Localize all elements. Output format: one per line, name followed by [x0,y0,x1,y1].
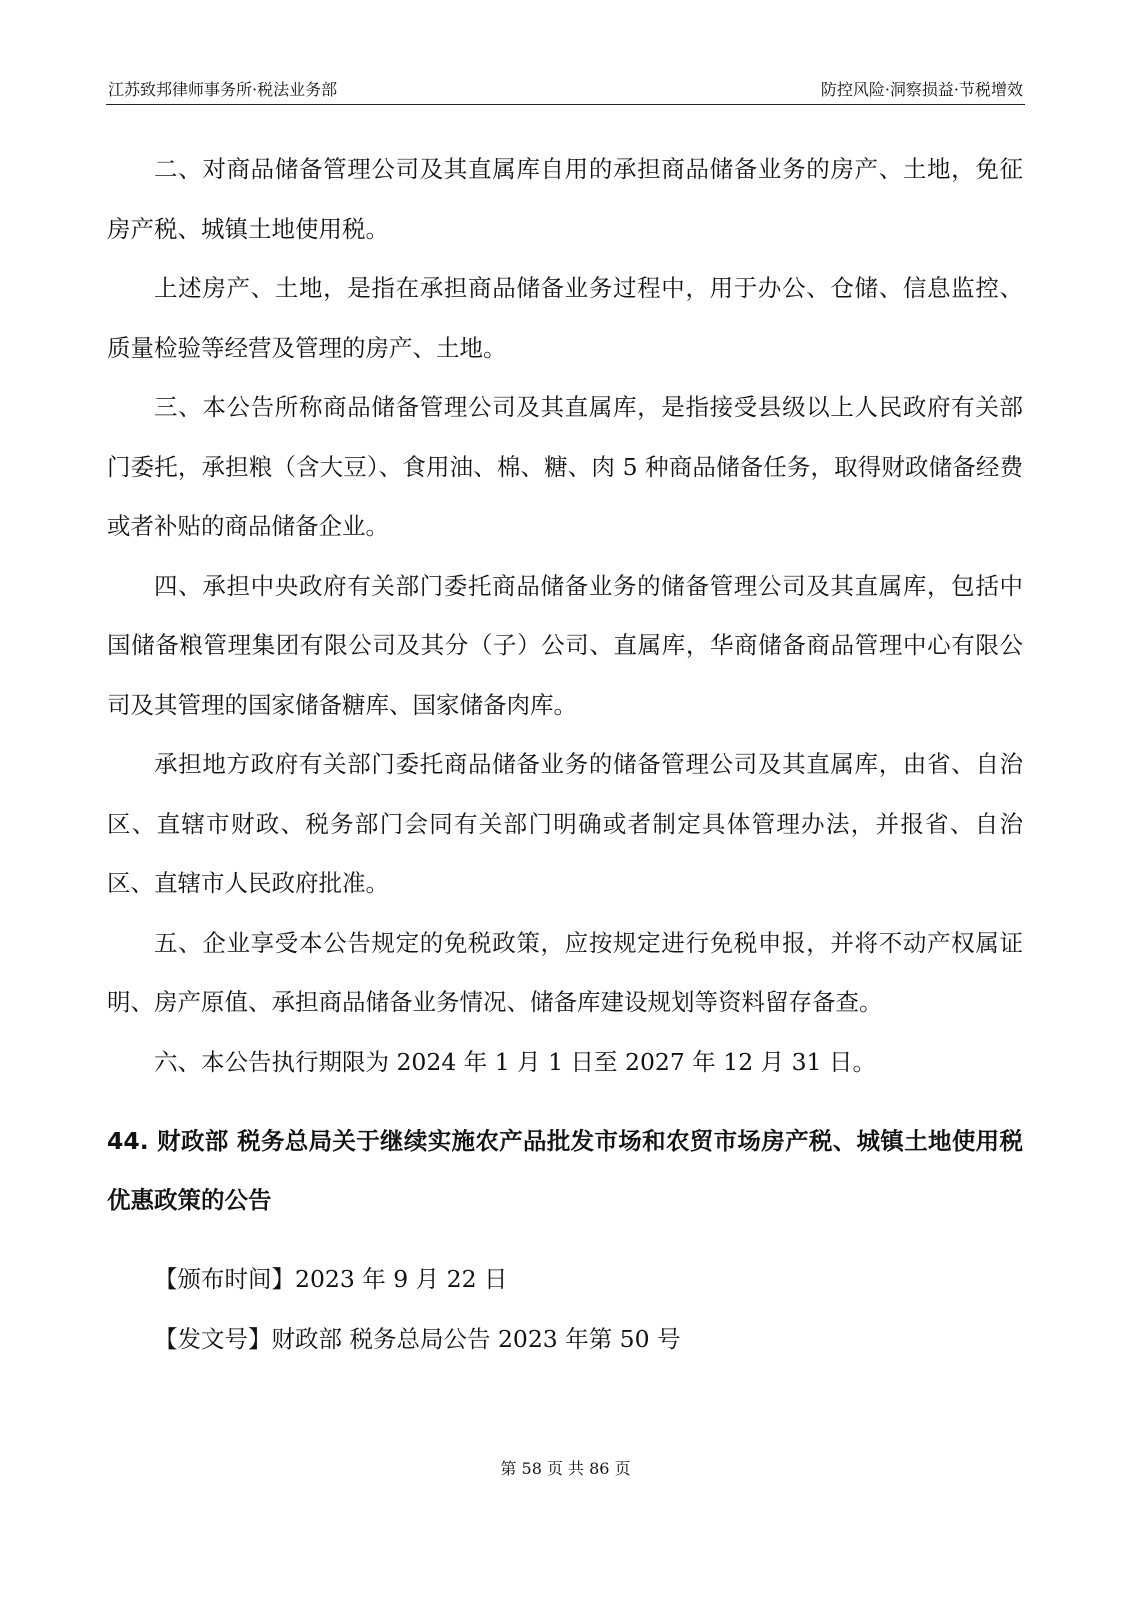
section-heading: 44. 财政部 税务总局关于继续实施农产品批发市场和农贸市场房产税、城镇土地使用税优惠政策的公告 [107,1127,1023,1214]
paragraph-item-4: 四、承担中央政府有关部门委托商品储备业务的储备管理公司及其直属库，包括中国储备粮管理集团有限公司及其分（子）公司、直属库，华商储备商品管理中心有限公司及其管理的国家储备糖库、国家储备肉库。 [107,571,1023,719]
paragraph-scope-definition: 上述房产、土地，是指在承担商品储备业务过程中，用于办公、仓储、信息监控、质量检验等经营及管理的房产、土地。 [107,274,1023,362]
page-header [106,78,1025,102]
paragraph-item-6: 六、本公告执行期限为 2024 年 1 月 1 日至 2027 年 12 月 31 日。 [154,1047,876,1076]
header-slogan: 防控风险·洞察损益·节税增效 [820,80,1023,99]
page-footer [0,1457,1131,1481]
page-number: 第 58 页 共 86 页 [500,1459,631,1478]
document-body [107,140,1023,1369]
paragraph-item-3: 三、本公告所称商品储备管理公司及其直属库，是指接受县级以上人民政府有关部门委托，承担粮（含大豆）、食用油、棉、糖、肉 5 种商品储备任务，取得财政储备经费或者补贴的商品储备企业。 [107,393,1023,540]
paragraph-item-2: 二、对商品储备管理公司及其直属库自用的承担商品储备业务的房产、土地，免征房产税、城镇土地使用税。 [107,155,1023,243]
paragraph-item-5: 五、企业享受本公告规定的免税政策，应按规定进行免税申报，并将不动产权属证明、房产原值、承担商品储备业务情况、储备库建设规划等资料留存备查。 [107,928,1023,1016]
document-number: 【发文号】财政部 税务总局公告 2023 年第 50 号 [154,1324,681,1353]
paragraph-local-government: 承担地方政府有关部门委托商品储备业务的储备管理公司及其直属库，由省、自治区、直辖市财政、税务部门会同有关部门明确或者制定具体管理办法，并报省、自治区、直辖市人民政府批准。 [107,750,1023,897]
issue-date: 【颁布时间】2023 年 9 月 22 日 [154,1265,508,1293]
section-meta [107,1250,1023,1369]
header-divider [106,104,1025,105]
header-firm-name: 江苏致邦律师事务所·税法业务部 [108,80,338,99]
